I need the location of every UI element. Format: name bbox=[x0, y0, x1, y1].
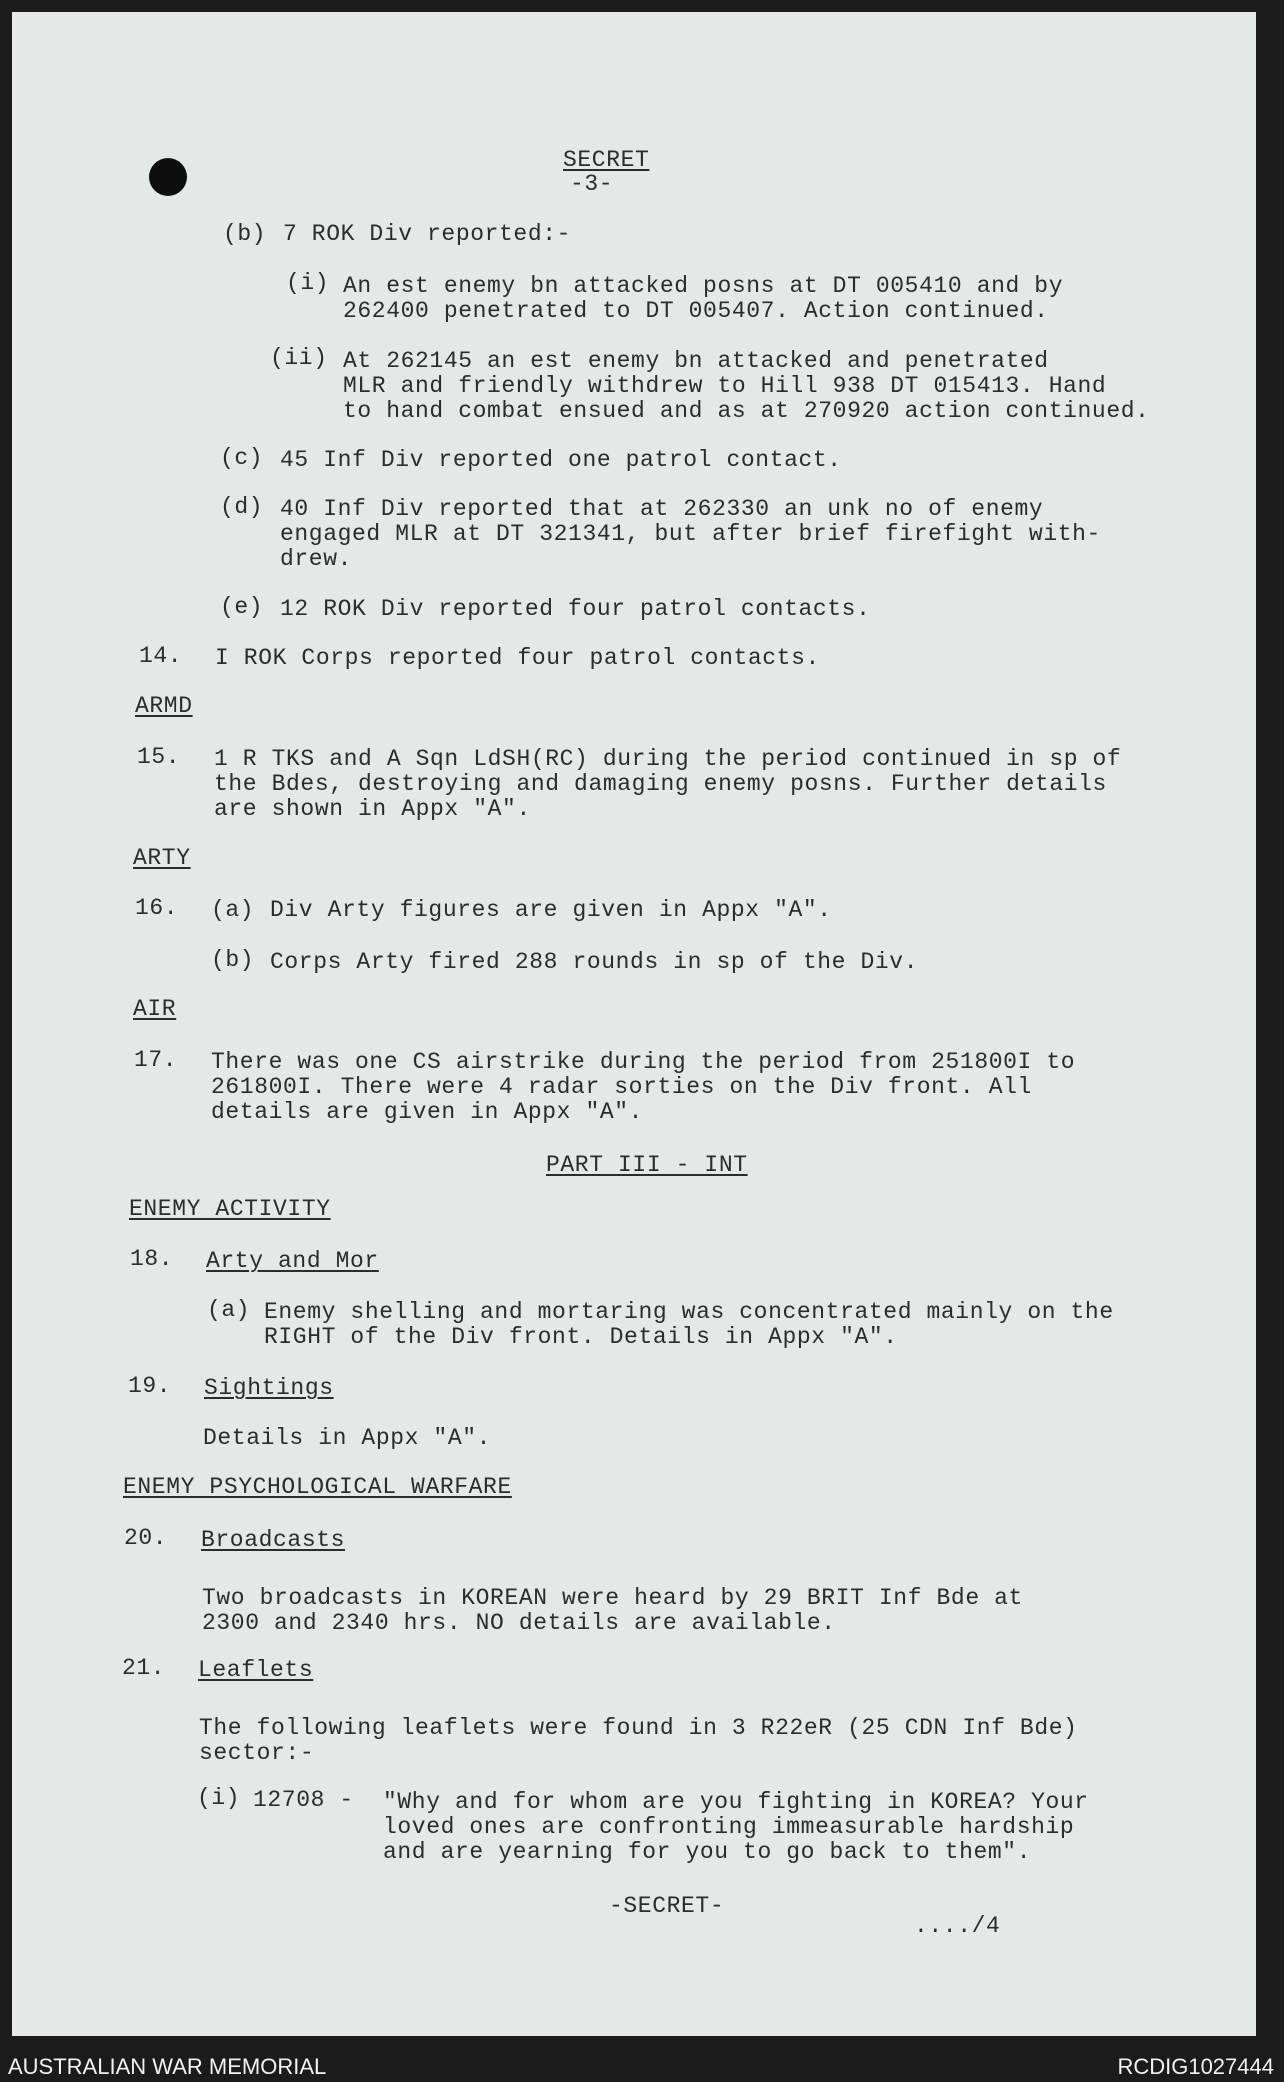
para-17-line2: 261800I. There were 4 radar sorties on the Div front. All bbox=[211, 1074, 1032, 1100]
para-18-title: Arty and Mor bbox=[206, 1248, 379, 1274]
archive-record-id: RCDIG1027444 bbox=[1117, 2054, 1274, 2079]
item-b-label: (b) bbox=[223, 221, 267, 247]
continuation-marker: ..../4 bbox=[914, 1913, 1001, 1939]
para-14-text: I ROK Corps reported four patrol contacts. bbox=[215, 645, 820, 671]
para-21-line1: The following leaflets were found in 3 R22eR (25 CDN Inf Bde) bbox=[199, 1715, 1078, 1741]
item-b-ii-label: (ii) bbox=[270, 345, 328, 371]
para-16-number: 16. bbox=[135, 895, 179, 921]
section-heading-armd: ARMD bbox=[135, 693, 193, 719]
para-18a-line2: RIGHT of the Div front. Details in Appx "A". bbox=[264, 1324, 898, 1350]
item-d-line2: engaged MLR at DT 321341, but after brief firefight with- bbox=[280, 521, 1101, 547]
leaflet-i-line3: and are yearning for you to go back to them". bbox=[383, 1839, 1032, 1865]
para-21-number: 21. bbox=[122, 1655, 166, 1681]
item-b-ii-line1: At 262145 an est enemy bn attacked and penetrated bbox=[343, 348, 1049, 374]
para-20-line1: Two broadcasts in KOREAN were heard by 29 BRIT Inf Bde at bbox=[202, 1585, 1023, 1611]
para-16b-label: (b) bbox=[211, 947, 255, 973]
part-title: PART III - INT bbox=[546, 1152, 748, 1178]
item-b-i-label: (i) bbox=[286, 270, 330, 296]
archive-footer-bar bbox=[0, 2046, 1284, 2082]
item-c-text: 45 Inf Div reported one patrol contact. bbox=[280, 447, 842, 473]
item-d-line1: 40 Inf Div reported that at 262330 an unk no of enemy bbox=[280, 496, 1044, 522]
leaflet-i-line2: loved ones are confronting immeasurable hardship bbox=[383, 1814, 1075, 1840]
para-19-text: Details in Appx "A". bbox=[203, 1425, 492, 1451]
item-d-label: (d) bbox=[220, 494, 264, 520]
classification-header: SECRET bbox=[563, 147, 650, 173]
para-20-number: 20. bbox=[124, 1525, 168, 1551]
leaflet-i-code: 12708 - bbox=[253, 1787, 354, 1813]
leaflet-i-label: (i) bbox=[197, 1785, 241, 1811]
para-21-title: Leaflets bbox=[198, 1657, 314, 1683]
item-b-ii-line2: MLR and friendly withdrew to Hill 938 DT 015413. Hand bbox=[343, 373, 1107, 399]
item-b-i-line1: An est enemy bn attacked posns at DT 005410 and by bbox=[343, 273, 1064, 299]
para-17-line3: details are given in Appx "A". bbox=[211, 1099, 644, 1125]
section-heading-arty: ARTY bbox=[133, 845, 191, 871]
section-heading-air: AIR bbox=[133, 996, 177, 1022]
para-20-line2: 2300 and 2340 hrs. NO details are available. bbox=[202, 1610, 836, 1636]
item-b-ii-line3: to hand combat ensued and as at 270920 action continued. bbox=[343, 398, 1150, 424]
para-18a-label: (a) bbox=[207, 1297, 251, 1323]
item-e-label: (e) bbox=[220, 594, 264, 620]
para-19-number: 19. bbox=[128, 1373, 172, 1399]
item-d-line3: drew. bbox=[280, 546, 353, 572]
archive-institution: AUSTRALIAN WAR MEMORIAL bbox=[8, 2054, 327, 2079]
section-heading-enemy-activity: ENEMY ACTIVITY bbox=[129, 1196, 331, 1222]
para-18a-line1: Enemy shelling and mortaring was concentrated mainly on the bbox=[264, 1299, 1114, 1325]
para-19-title: Sightings bbox=[204, 1375, 334, 1401]
section-heading-psy-warfare: ENEMY PSYCHOLOGICAL WARFARE bbox=[123, 1474, 512, 1500]
para-17-number: 17. bbox=[134, 1047, 178, 1073]
para-15-number: 15. bbox=[137, 744, 181, 770]
leaflet-i-line1: "Why and for whom are you fighting in KOREA? Your bbox=[383, 1789, 1089, 1815]
item-e-text: 12 ROK Div reported four patrol contacts. bbox=[280, 596, 871, 622]
para-17-line1: There was one CS airstrike during the period from 251800I to bbox=[211, 1049, 1076, 1075]
para-16a-text: Div Arty figures are given in Appx "A". bbox=[270, 897, 832, 923]
item-b-text: 7 ROK Div reported:- bbox=[283, 221, 572, 247]
para-14-number: 14. bbox=[139, 643, 183, 669]
classification-footer: -SECRET- bbox=[609, 1893, 725, 1919]
para-15-line1: 1 R TKS and A Sqn LdSH(RC) during the period continued in sp of bbox=[214, 746, 1122, 772]
para-20-title: Broadcasts bbox=[201, 1527, 346, 1553]
para-15-line2: the Bdes, destroying and damaging enemy posns. Further details bbox=[214, 771, 1107, 797]
para-16b-text: Corps Arty fired 288 rounds in sp of the Div. bbox=[270, 949, 919, 975]
para-15-line3: are shown in Appx "A". bbox=[214, 796, 531, 822]
para-21-line2: sector:- bbox=[199, 1740, 315, 1766]
para-16a-label: (a) bbox=[211, 897, 255, 923]
page-number: -3- bbox=[570, 171, 614, 197]
para-18-number: 18. bbox=[130, 1246, 174, 1272]
item-b-i-line2: 262400 penetrated to DT 005407. Action continued. bbox=[343, 298, 1049, 324]
punch-hole bbox=[149, 158, 187, 196]
item-c-label: (c) bbox=[220, 445, 264, 471]
document-page bbox=[12, 12, 1256, 2036]
